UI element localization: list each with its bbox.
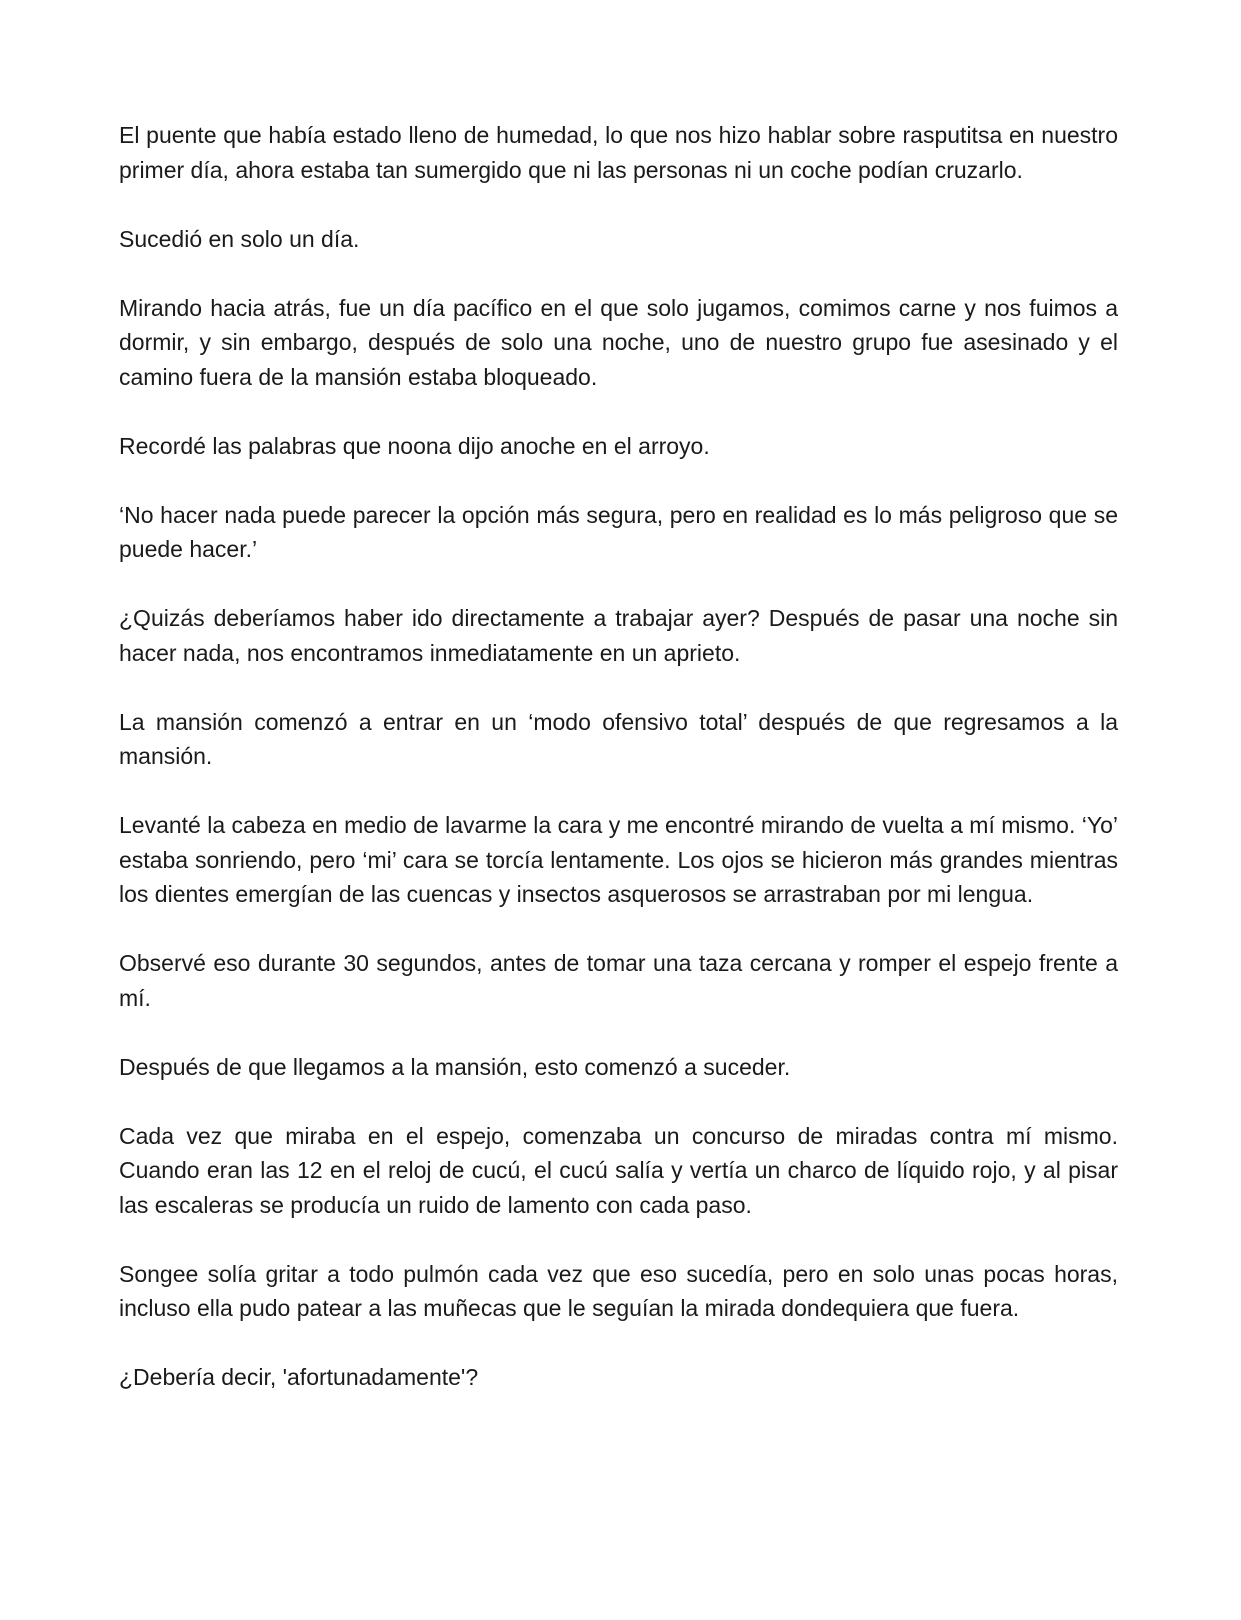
paragraph-3: Mirando hacia atrás, fue un día pacífico en el que solo jugamos, comimos carne y nos fuimos a dormir, y sin embargo, después de solo una noche, uno de nuestro grupo fue asesinado y el camino fuera de la mansión estaba bloqueado. (119, 294, 1118, 390)
paragraph-11: Cada vez que miraba en el espejo, comenzaba un concurso de miradas contra mí mismo. Cuando eran las 12 en el reloj de cucú, el cucú salía y vertía un charco de líquido rojo, y al pisar las escaleras se producía un ruido de lamento con cada paso. (119, 1122, 1118, 1218)
paragraph-1: El puente que había estado lleno de humedad, lo que nos hizo hablar sobre rasputitsa en nuestro primer día, ahora estaba tan sumergido que ni las personas ni un coche podían cruzarlo. (119, 122, 1118, 183)
paragraph-10: Después de que llegamos a la mansión, esto comenzó a suceder. (119, 1053, 791, 1080)
paragraph-4: Recordé las palabras que noona dijo anoche en el arroyo. (119, 432, 710, 459)
paragraph-13: ¿Debería decir, 'afortunadamente'? (119, 1364, 479, 1390)
paragraph-7: La mansión comenzó a entrar en un ‘modo ofensivo total’ después de que regresamos a la mansión. (119, 708, 1118, 769)
paragraph-12: Songee solía gritar a todo pulmón cada vez que eso sucedía, pero en solo unas pocas horas, incluso ella pudo patear a las muñecas que le seguían la mirada dondequiera que fuera. (119, 1260, 1118, 1321)
paragraph-9: Observé eso durante 30 segundos, antes de tomar una taza cercana y romper el espejo frente a mí. (119, 950, 1118, 1011)
document-page (119, 118, 1118, 1429)
paragraph-8: Levanté la cabeza en medio de lavarme la cara y me encontré mirando de vuelta a mí mismo. ‘Yo’ estaba sonriendo, pero ‘mi’ cara se torcía lentamente. Los ojos se hicieron más grandes mientras los dientes emergían de las cuencas y insectos asquerosos se arrastraban por mi lengua. (119, 812, 1118, 907)
paragraph-6: ¿Quizás deberíamos haber ido directamente a trabajar ayer? Después de pasar una noche sin hacer nada, nos encontramos inmediatamente en un aprieto. (119, 605, 1118, 666)
paragraph-5: ‘No hacer nada puede parecer la opción más segura, pero en realidad es lo más peligroso que se puede hacer.’ (119, 501, 1118, 562)
paragraph-2: Sucedió en solo un día. (119, 225, 360, 252)
